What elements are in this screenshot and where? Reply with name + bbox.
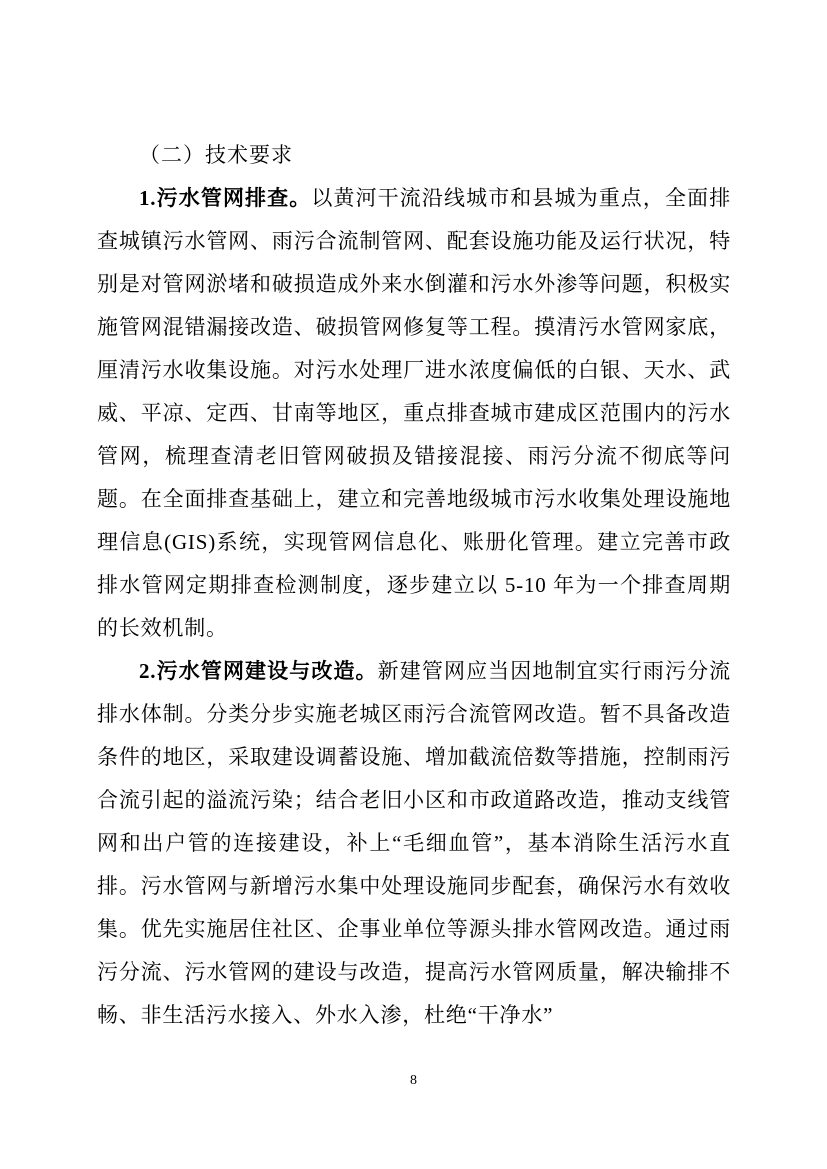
paragraph-1-text: 以黄河干流沿线城市和县城为重点，全面排查城镇污水管网、雨污合流制管网、配套设施功能及运行状况，特别是对管网淤堵和破损造成外来水倒灌和污水外渗等问题，积极实施管网混错漏接改造、破损管网修复等工程。摸清污水管网家底，厘清污水收集设施。对污水处理厂进水浓度偏低的白银、天水、武威、平凉、定西、甘南等地区，重点排查城市建成区范围内的污水管网，梳理查清老旧管网破损及错接混接、雨污分流不彻底等问题。在全面排查基础上，建立和完善地级城市污水收集处理设施地理信息(GIS)系统，实现管网信息化、账册化管理。建立完善市政排水管网定期排查检测制度，逐步建立以 5-10 年为一个排查周期的长效机制。	[97, 186, 732, 640]
paragraph-2-text: 新建管网应当因地制宜实行雨污分流排水体制。分类分步实施老城区雨污合流管网改造。暂不具备改造条件的地区，采取建设调蓄设施、增加截流倍数等措施，控制雨污合流引起的溢流污染；结合老旧小区和市政道路改造，推动支线管网和出户管的连接建设，补上“毛细血管”，基本消除生活污水直排。污水管网与新增污水集中处理设施同步配套，确保污水有效收集。优先实施居住社区、企事业单位等源头排水管网改造。通过雨污分流、污水管网的建设与改造，提高污水管网质量，解决输排不畅、非生活污水接入、外水入渗，杜绝“干净水”	[97, 659, 731, 1027]
paragraph-2-lead: 2.污水管网建设与改造。	[139, 659, 378, 683]
paragraph-2	[97, 650, 731, 1037]
document-body	[97, 134, 731, 1037]
page-number: 8	[410, 1073, 417, 1088]
section-heading: （二）技术要求	[139, 143, 293, 167]
paragraph-1	[97, 177, 731, 650]
paragraph-1-lead: 1.污水管网排查。	[139, 186, 312, 210]
